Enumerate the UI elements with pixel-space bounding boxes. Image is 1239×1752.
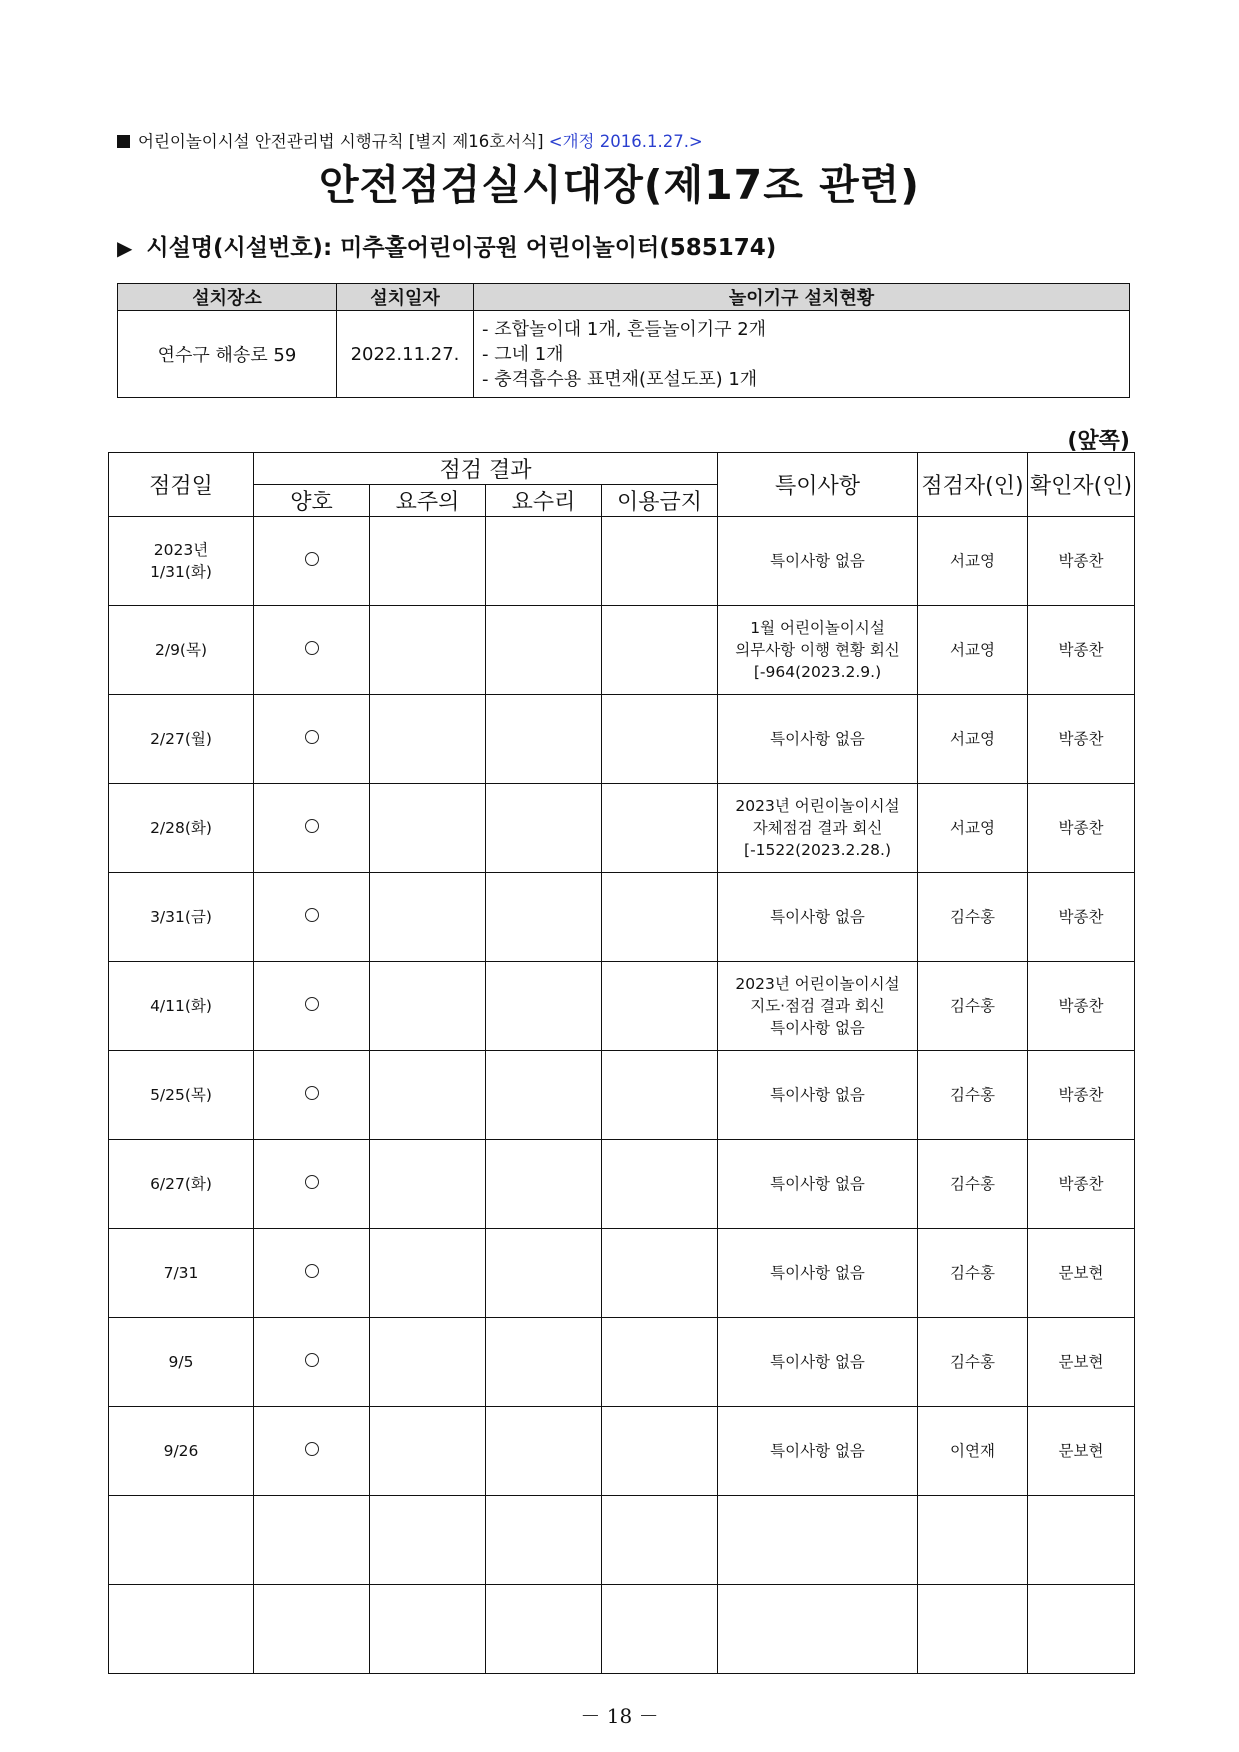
date-line: 2/27(월) xyxy=(150,730,212,748)
header-date: 점검일 xyxy=(109,453,254,517)
facility-name xyxy=(117,229,776,262)
inspector-cell: 김수홍 xyxy=(918,962,1028,1051)
notes-line: 특이사항 없음 xyxy=(770,908,865,926)
result-repair-cell xyxy=(486,1318,602,1407)
inspection-date xyxy=(109,1496,254,1585)
result-ban-cell xyxy=(602,1318,718,1407)
result-ban-cell xyxy=(602,784,718,873)
header-inspector: 점검자(인) xyxy=(918,453,1028,517)
notes-line: 특이사항 없음 xyxy=(770,1264,865,1282)
inspection-date xyxy=(109,695,254,784)
inspector-cell: 김수홍 xyxy=(918,1229,1028,1318)
circle-mark-icon xyxy=(305,730,319,744)
result-repair-cell xyxy=(486,873,602,962)
table-row xyxy=(109,517,1135,606)
page-number: － 18 － xyxy=(580,1704,659,1728)
result-caution-cell xyxy=(370,1140,486,1229)
inspection-date xyxy=(109,1407,254,1496)
equipment-item: - 조합놀이대 1개, 흔들놀이기구 2개 xyxy=(482,318,767,340)
inspection-date xyxy=(109,784,254,873)
confirmer-cell: 박종찬 xyxy=(1028,1051,1135,1140)
result-good-cell xyxy=(254,1407,370,1496)
inspector-cell: 서교영 xyxy=(918,517,1028,606)
circle-mark-icon xyxy=(305,641,319,655)
result-ban-cell xyxy=(602,1407,718,1496)
notes-line: 특이사항 없음 xyxy=(770,552,865,570)
header-install-date: 설치일자 xyxy=(337,284,474,311)
confirmer-cell: 박종찬 xyxy=(1028,606,1135,695)
result-good-cell xyxy=(254,962,370,1051)
result-good-cell xyxy=(254,1496,370,1585)
installation-info-table xyxy=(117,283,1130,398)
notes-line: 특이사항 없음 xyxy=(770,1019,865,1037)
result-ban-cell xyxy=(602,962,718,1051)
notes-line: [-1522(2023.2.28.) xyxy=(744,841,892,859)
result-caution-cell xyxy=(370,1585,486,1674)
black-square-icon xyxy=(117,135,130,148)
inspection-date xyxy=(109,1585,254,1674)
result-good-cell xyxy=(254,517,370,606)
result-repair-cell xyxy=(486,1140,602,1229)
inspection-date xyxy=(109,1229,254,1318)
notes-line: 특이사항 없음 xyxy=(770,1086,865,1104)
date-line: 2/28(화) xyxy=(150,819,212,837)
install-date: 2022.11.27. xyxy=(337,311,474,398)
header-caution: 요주의 xyxy=(370,485,486,517)
confirmer-cell: 박종찬 xyxy=(1028,873,1135,962)
header-confirmer: 확인자(인) xyxy=(1028,453,1135,517)
black-triangle-right-icon: ▶ xyxy=(117,236,133,260)
confirmer-cell: 문보현 xyxy=(1028,1407,1135,1496)
result-repair-cell xyxy=(486,517,602,606)
date-line: 2/9(목) xyxy=(154,641,207,659)
notes-line: 특이사항 없음 xyxy=(770,730,865,748)
table-row xyxy=(109,1496,1135,1585)
circle-mark-icon xyxy=(305,819,319,833)
result-ban-cell xyxy=(602,1496,718,1585)
notes-line: 1월 어린이놀이시설 xyxy=(750,619,885,637)
result-good-cell xyxy=(254,1140,370,1229)
result-good-cell xyxy=(254,695,370,784)
result-caution-cell xyxy=(370,695,486,784)
inspector-cell: 김수홍 xyxy=(918,873,1028,962)
result-ban-cell xyxy=(602,1140,718,1229)
document-title: 안전점검실시대장(제17조 관련) xyxy=(318,161,921,209)
notes-cell xyxy=(718,1407,918,1496)
result-caution-cell xyxy=(370,873,486,962)
confirmer-cell: 박종찬 xyxy=(1028,1140,1135,1229)
notes-cell xyxy=(718,1496,918,1585)
result-ban-cell xyxy=(602,517,718,606)
inspection-log-table xyxy=(108,452,1135,1674)
notes-line: [-964(2023.2.9.) xyxy=(753,663,882,681)
result-caution-cell xyxy=(370,1229,486,1318)
circle-mark-icon xyxy=(305,1353,319,1367)
notes-line: 특이사항 없음 xyxy=(770,1442,865,1460)
circle-mark-icon xyxy=(305,1264,319,1278)
result-good-cell xyxy=(254,1229,370,1318)
notes-cell xyxy=(718,784,918,873)
notes-line: 특이사항 없음 xyxy=(770,1175,865,1193)
date-line: 3/31(금) xyxy=(150,908,212,926)
inspector-cell: 서교영 xyxy=(918,606,1028,695)
result-caution-cell xyxy=(370,1496,486,1585)
confirmer-cell: 문보현 xyxy=(1028,1229,1135,1318)
inspector-cell: 김수홍 xyxy=(918,1140,1028,1229)
notes-cell xyxy=(718,1140,918,1229)
header-result: 점검 결과 xyxy=(254,453,718,485)
result-repair-cell xyxy=(486,1229,602,1318)
equipment-list xyxy=(474,311,1130,398)
table-row xyxy=(109,695,1135,784)
result-repair-cell xyxy=(486,784,602,873)
inspection-date xyxy=(109,1140,254,1229)
result-caution-cell xyxy=(370,606,486,695)
notes-cell xyxy=(718,517,918,606)
table-row xyxy=(109,1140,1135,1229)
header-good: 양호 xyxy=(254,485,370,517)
inspection-date xyxy=(109,962,254,1051)
header-notes: 특이사항 xyxy=(718,453,918,517)
notes-line: 2023년 어린이놀이시설 xyxy=(735,797,900,815)
table-row xyxy=(109,1407,1135,1496)
notes-line: 특이사항 없음 xyxy=(770,1353,865,1371)
date-line: 1/31(화) xyxy=(150,563,212,581)
notes-cell xyxy=(718,1585,918,1674)
result-repair-cell xyxy=(486,695,602,784)
header-location: 설치장소 xyxy=(118,284,337,311)
install-location: 연수구 해송로 59 xyxy=(118,311,337,398)
result-caution-cell xyxy=(370,1051,486,1140)
result-ban-cell xyxy=(602,1585,718,1674)
result-good-cell xyxy=(254,1318,370,1407)
equipment-item: - 그네 1개 xyxy=(482,343,564,365)
notes-cell xyxy=(718,962,918,1051)
inspector-cell: 김수홍 xyxy=(918,1051,1028,1140)
header-ban: 이용금지 xyxy=(602,485,718,517)
circle-mark-icon xyxy=(305,552,319,566)
log-body xyxy=(109,517,1135,1674)
header-repair: 요수리 xyxy=(486,485,602,517)
notes-cell xyxy=(718,695,918,784)
table-row xyxy=(109,1318,1135,1407)
result-caution-cell xyxy=(370,784,486,873)
table-row xyxy=(109,606,1135,695)
inspector-cell xyxy=(918,1496,1028,1585)
result-caution-cell xyxy=(370,1318,486,1407)
result-caution-cell xyxy=(370,962,486,1051)
result-good-cell xyxy=(254,1051,370,1140)
confirmer-cell xyxy=(1028,1496,1135,1585)
result-caution-cell xyxy=(370,1407,486,1496)
circle-mark-icon xyxy=(305,1442,319,1456)
inspector-cell: 김수홍 xyxy=(918,1318,1028,1407)
result-repair-cell xyxy=(486,606,602,695)
inspection-date xyxy=(109,606,254,695)
confirmer-cell: 박종찬 xyxy=(1028,962,1135,1051)
notes-cell xyxy=(718,1051,918,1140)
inspector-cell xyxy=(918,1585,1028,1674)
inspector-cell: 서교영 xyxy=(918,784,1028,873)
date-line: 5/25(목) xyxy=(150,1086,212,1104)
result-ban-cell xyxy=(602,1051,718,1140)
date-line: 9/5 xyxy=(168,1353,194,1371)
notes-line: 의무사항 이행 현황 회신 xyxy=(735,641,900,659)
result-good-cell xyxy=(254,784,370,873)
inspection-date xyxy=(109,517,254,606)
date-line: 6/27(화) xyxy=(150,1175,212,1193)
header-equipment: 놀이기구 설치현황 xyxy=(474,284,1130,311)
form-reference xyxy=(117,128,703,152)
circle-mark-icon xyxy=(305,1086,319,1100)
date-line: 4/11(화) xyxy=(150,997,212,1015)
table-row xyxy=(109,873,1135,962)
inspection-date xyxy=(109,1318,254,1407)
result-repair-cell xyxy=(486,1496,602,1585)
result-good-cell xyxy=(254,606,370,695)
notes-cell xyxy=(718,873,918,962)
revision-note: <개정 2016.1.27.> xyxy=(548,132,703,151)
result-ban-cell xyxy=(602,1229,718,1318)
notes-cell xyxy=(718,606,918,695)
table-row xyxy=(109,1051,1135,1140)
date-line: 2023년 xyxy=(153,541,209,559)
confirmer-cell: 박종찬 xyxy=(1028,517,1135,606)
notes-line: 자체점검 결과 회신 xyxy=(752,819,883,837)
front-side-label: (앞쪽) xyxy=(1067,429,1130,454)
date-line: 7/31 xyxy=(163,1264,199,1282)
confirmer-cell: 문보현 xyxy=(1028,1318,1135,1407)
confirmer-cell: 박종찬 xyxy=(1028,695,1135,784)
notes-line: 2023년 어린이놀이시설 xyxy=(735,975,900,993)
result-ban-cell xyxy=(602,606,718,695)
date-line: 9/26 xyxy=(163,1442,199,1460)
result-repair-cell xyxy=(486,1407,602,1496)
result-good-cell xyxy=(254,1585,370,1674)
result-repair-cell xyxy=(486,1051,602,1140)
notes-cell xyxy=(718,1318,918,1407)
confirmer-cell xyxy=(1028,1585,1135,1674)
inspector-cell: 서교영 xyxy=(918,695,1028,784)
table-row xyxy=(109,784,1135,873)
table-row xyxy=(109,962,1135,1051)
confirmer-cell: 박종찬 xyxy=(1028,784,1135,873)
table-row xyxy=(109,1585,1135,1674)
notes-line: 지도·점검 결과 회신 xyxy=(750,997,885,1015)
inspection-date xyxy=(109,1051,254,1140)
result-ban-cell xyxy=(602,695,718,784)
result-repair-cell xyxy=(486,1585,602,1674)
inspection-date xyxy=(109,873,254,962)
reference-text: 어린이놀이시설 안전관리법 시행규칙 [별지 제16호서식] xyxy=(138,132,544,151)
result-caution-cell xyxy=(370,517,486,606)
circle-mark-icon xyxy=(305,908,319,922)
facility-label: 시설명(시설번호): 미추홀어린이공원 어린이놀이터(585174) xyxy=(146,235,777,261)
table-row xyxy=(109,1229,1135,1318)
circle-mark-icon xyxy=(305,1175,319,1189)
result-ban-cell xyxy=(602,873,718,962)
inspector-cell: 이연재 xyxy=(918,1407,1028,1496)
result-repair-cell xyxy=(486,962,602,1051)
circle-mark-icon xyxy=(305,997,319,1011)
notes-cell xyxy=(718,1229,918,1318)
equipment-item: - 충격흡수용 표면재(포설도포) 1개 xyxy=(482,368,758,390)
result-good-cell xyxy=(254,873,370,962)
